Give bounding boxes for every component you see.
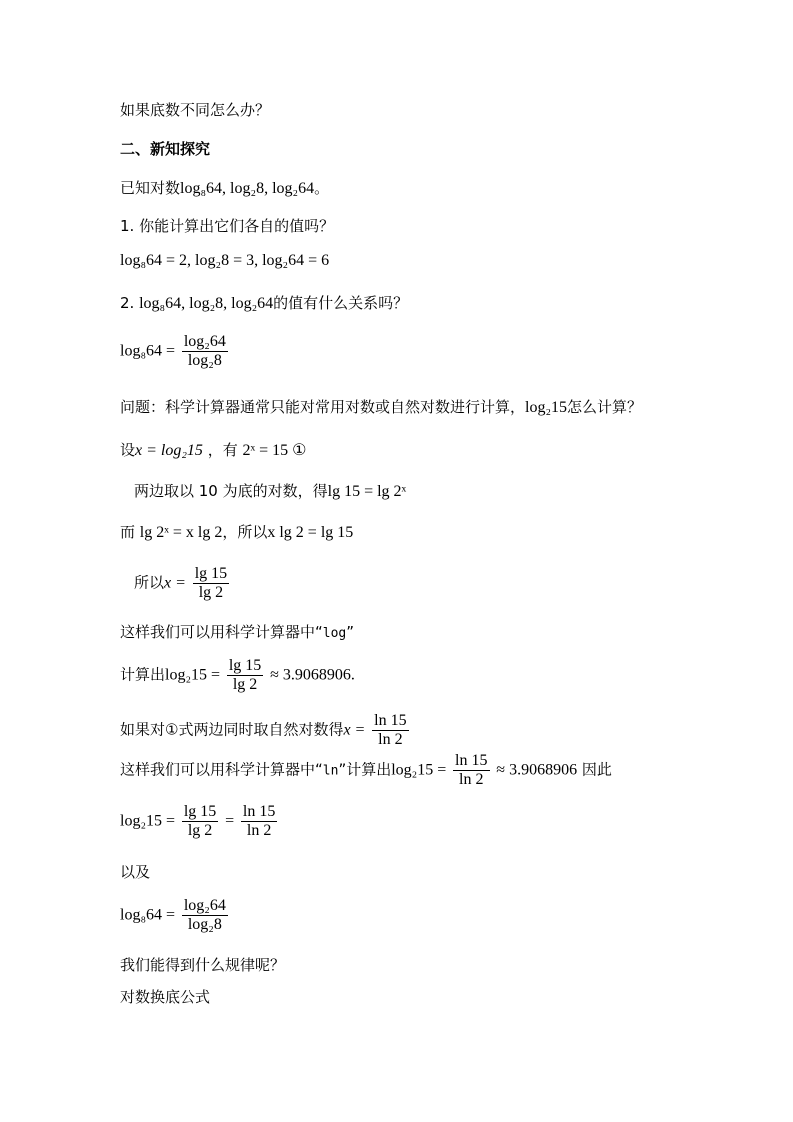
equation-2-fraction-lg [182, 803, 218, 840]
so-x-equation [134, 565, 231, 602]
fraction-numerator: ln 15 [242, 803, 276, 820]
also-label: 以及 [120, 863, 151, 881]
therefore-line [120, 522, 353, 543]
question-1: 1. 你能计算出它们各自的值吗？ [120, 217, 335, 235]
take-log-expr: lg 15 = lg 2ˣ [327, 483, 407, 500]
so-prefix: 所以 [134, 573, 165, 592]
natural-fraction [372, 712, 408, 749]
therefore-mid: ，所以 [222, 523, 268, 541]
section-heading: 二、新知探究 [120, 140, 211, 158]
calc2-lhs: log₂15 = [391, 761, 447, 779]
fraction-denominator: log₂8 [187, 916, 222, 933]
therefore-expr-2: x lg 2 = lg 15 [267, 524, 354, 541]
natural-prefix: 如果对①式两边同时取自然对数得 [120, 720, 344, 739]
known-expr: log₈64, log₂8, log₂64 [180, 180, 315, 197]
fraction-numerator: log₂64 [183, 333, 226, 350]
equation-1-lhs: log₈64 = [120, 342, 176, 360]
question-2-prefix: 2. [120, 294, 140, 312]
equation-2-fraction-ln [241, 803, 277, 840]
fraction-denominator: log₂8 [187, 352, 222, 369]
equation-3-lhs: log₈64 = [120, 906, 176, 924]
calculator-ln-line [120, 752, 612, 789]
calculator-prefix: 这样我们可以用科学计算器中“ [120, 623, 323, 641]
calc2-suffix: 因此 [581, 760, 612, 779]
question-different-base: 如果底数不同怎么办？ [120, 101, 271, 119]
natural-lhs: x = [343, 721, 366, 739]
calculator-suffix: ” [346, 623, 355, 641]
question-2-expr: log₈64, log₂8, log₂64 [139, 295, 274, 312]
take-log-prefix: 两边取以 10 为底的对数，得 [134, 482, 328, 500]
problem-expr: log₂15 [525, 399, 568, 416]
therefore-prefix: 而 [120, 523, 136, 541]
known-logs-line [120, 178, 329, 199]
calculator-key-log: log [322, 626, 347, 641]
problem-line [120, 397, 642, 418]
equation-2 [120, 803, 279, 840]
equation-2-lhs: log₂15 = [120, 812, 176, 830]
set-variable-line [120, 440, 307, 461]
fraction-numerator: lg 15 [194, 565, 228, 582]
answer-1: log₈64 = 2, log₂8 = 3, log₂64 = 6 [120, 252, 330, 269]
fraction-numerator: lg 15 [183, 803, 217, 820]
fraction-denominator: ln 2 [378, 731, 403, 748]
calc-rhs: ≈ 3.9068906. [270, 666, 355, 684]
fraction-numerator: ln 15 [455, 752, 488, 769]
formula-title: 对数换底公式 [120, 988, 211, 1006]
natural-log-line [120, 712, 411, 749]
set-expr-2: 2ˣ = 15 ① [242, 442, 307, 459]
equation-3 [120, 897, 230, 934]
fraction-numerator: log₂64 [183, 897, 226, 914]
fraction-denominator: ln 2 [246, 822, 272, 839]
fraction-denominator: lg 2 [198, 584, 224, 601]
calc2-rhs: ≈ 3.9068906 [496, 761, 578, 779]
problem-suffix: 怎么计算？ [567, 398, 643, 416]
calc2-prefix: 这样我们可以用科学计算器中“ [120, 760, 323, 779]
calc-fraction [227, 657, 263, 694]
calc-result-equation [120, 657, 355, 694]
calc-prefix: 计算出 [120, 665, 166, 684]
set-mid: ，有 [207, 441, 238, 459]
fraction-denominator: lg 2 [232, 676, 258, 693]
calculator-log-line [120, 622, 354, 644]
calc2-mid: ”计算出 [338, 760, 392, 779]
fraction-numerator: lg 15 [228, 657, 262, 674]
fraction-denominator: ln 2 [459, 771, 484, 788]
set-prefix: 设 [120, 441, 136, 459]
question-2 [120, 293, 408, 314]
calc2-fraction [453, 752, 489, 789]
equation-1 [120, 333, 230, 370]
so-fraction [193, 565, 229, 602]
take-log-line [134, 481, 406, 502]
fraction-numerator: ln 15 [374, 712, 407, 729]
calculator-key-ln: ln [322, 763, 339, 779]
equation-3-fraction [182, 897, 228, 934]
problem-prefix: 问题：科学计算器通常只能对常用对数或自然对数进行计算， [120, 398, 526, 416]
therefore-expr-1: lg 2ˣ = x lg 2 [139, 524, 223, 541]
known-suffix: 。 [314, 179, 330, 197]
fraction-denominator: lg 2 [187, 822, 213, 839]
equals-sign: = [225, 812, 235, 830]
so-lhs: x = [164, 574, 186, 592]
question-2-suffix: 的值有什么关系吗？ [273, 294, 409, 312]
known-prefix: 已知对数 [120, 179, 181, 197]
calc-lhs: log₂15 = [165, 666, 221, 684]
equation-1-fraction [182, 333, 228, 370]
set-expr-1: x = log₂15 [135, 442, 203, 459]
rule-question: 我们能得到什么规律呢？ [120, 956, 286, 974]
